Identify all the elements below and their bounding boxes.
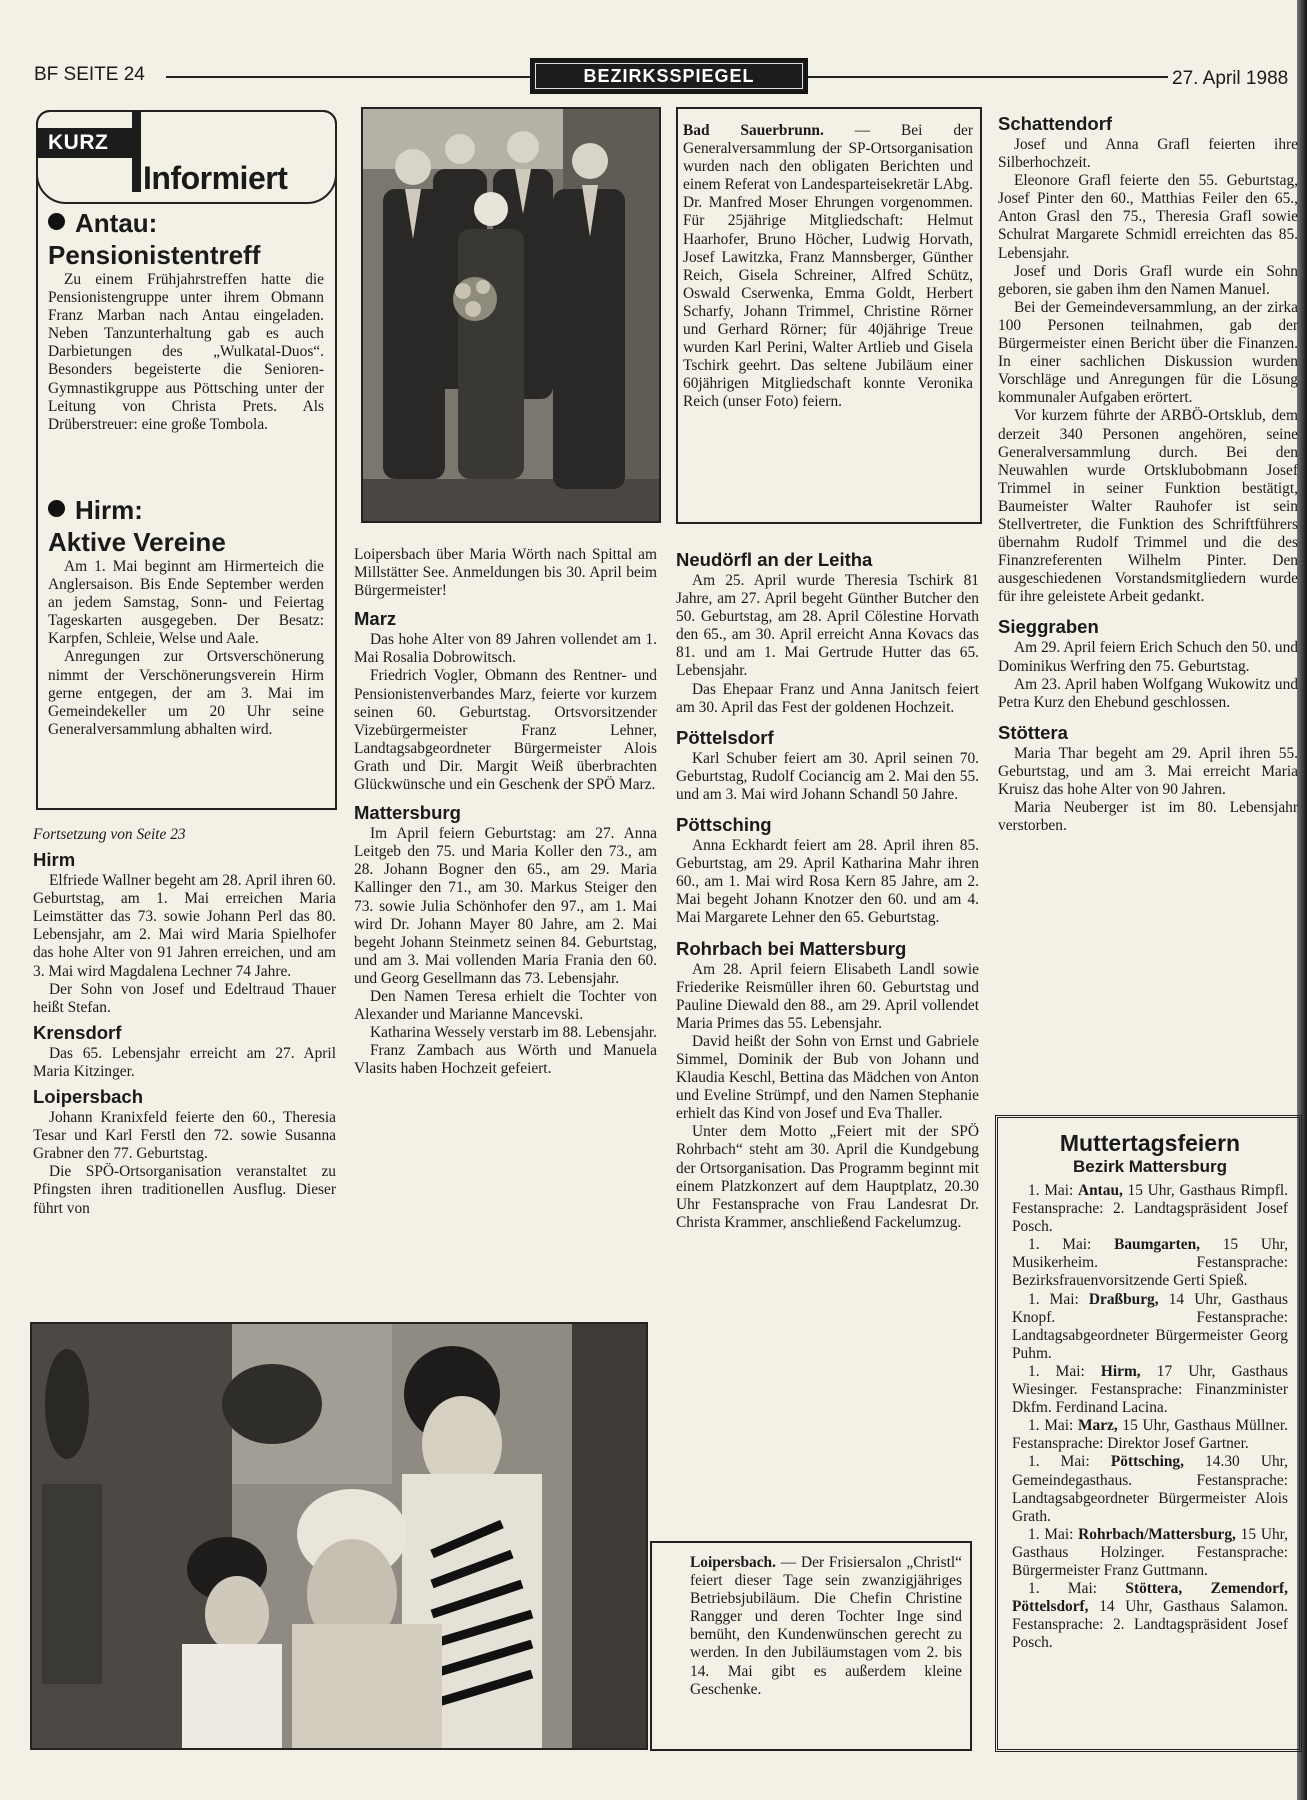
paragraph: Josef und Anna Grafl feierten ihre Silberhochzeit.	[998, 136, 1298, 172]
column-3	[676, 544, 979, 1232]
section-heading: Rohrbach bei Mattersburg	[676, 937, 907, 959]
paragraph: Maria Thar begeht am 29. April ihren 55. Geburtstag, und am 3. Mai erreicht Maria Kruisz das hohe Alter von 90 Jahren.	[998, 744, 1298, 798]
muttertag-subtitle: Bezirk Mattersburg	[1073, 1157, 1227, 1176]
event-entry: 1. Mai: Stöttera, Zemendorf, Pöttelsdorf, 14 Uhr, Gasthaus Salamon. Festansprache: 2. Landtagspräsident Josef Posch.	[1012, 1580, 1288, 1652]
paragraph: Den Namen Teresa erhielt die Tochter von Alexander und Marianne Mancevski.	[354, 987, 657, 1024]
section-heading: Sieggraben	[998, 616, 1099, 638]
event-entry: 1. Mai: Marz, 15 Uhr, Gasthaus Müllner. Festansprache: Direktor Josef Gartner.	[1012, 1417, 1289, 1453]
informiert-label: Informiert	[143, 160, 288, 196]
paragraph: Maria Neuberger ist im 80. Lebensjahr verstorben.	[998, 799, 1298, 835]
section-heading: Mattersburg	[354, 802, 461, 824]
paragraph: Franz Zambach aus Wörth und Manuela Vlasits haben Hochzeit gefeiert.	[354, 1042, 657, 1078]
paragraph: Johann Kranixfeld feierte den 60., Theresia Tesar und Karl Ferstl den 72. sowie Susanna Grabner den 77. Geburtstag.	[33, 1109, 336, 1163]
paragraph: Das 65. Lebensjahr erreicht am 27. April Maria Kitzinger.	[33, 1044, 336, 1080]
paragraph: Anna Eckhardt feiert am 28. April ihren 85. Geburtstag, am 29. April Katharina Mahr ihren 60., am 1. Mai wird Rosa Kern 85 Jahre, am 2. Mai begeht Johann Knotzer den 60. und am 4. Mai Margarete Lehner den 65. Geburtstag.	[676, 837, 979, 927]
paragraph: Das hohe Alter von 89 Jahren vollendet am 1. Mai Rosalia Dobrowitsch.	[354, 631, 657, 667]
kurz-item-antau	[48, 207, 324, 434]
bullet-icon	[48, 500, 65, 517]
paragraph: Die SPÖ-Ortsorganisation veranstaltet zu Pfingsten ihren traditionellen Ausflug. Dieser führt von	[33, 1163, 336, 1217]
muttertag-title: Muttertagsfeiern	[1059, 1130, 1241, 1156]
paragraph: Bei der Gemeindeversammlung, an der zirka 100 Personen teilnahmen, gab der Bürgermeister einen Bericht über die Finanzen. In einer sachlichen Diskussion wurden Vorschläge und Anregungen für die Lösung kommunaler Aufgaben erörtert.	[998, 298, 1298, 407]
paragraph: Der Sohn von Josef und Edeltraud Thauer heißt Stefan.	[33, 980, 336, 1016]
paragraph: David heißt der Sohn von Ernst und Gabriele Simmel, Dominik der Bub von Johann und Klaudia Keschl, Bettina das Mädchen von Anton und Eveline Strümpf, und den Namen Stephanie erhielt das Kind von Josef und Eva Thaller.	[676, 1032, 979, 1123]
paragraph: Loipersbach über Maria Wörth nach Spittal am Millstätter See. Anmeldungen bis 30. April beim Bürgermeister!	[354, 546, 657, 600]
paragraph: Josef und Doris Grafl wurde ein Sohn geboren, sie gaben ihm den Namen Manuel.	[998, 262, 1298, 298]
photo-caption	[690, 1554, 962, 1699]
column-2	[354, 546, 657, 1078]
section-heading: Loipersbach	[33, 1086, 143, 1108]
kurz-item-hirm	[48, 494, 324, 739]
caption-place: Loipersbach.	[690, 1554, 776, 1571]
caption-place: Bad Sauerbrunn.	[683, 122, 824, 139]
bullet-icon	[48, 213, 65, 230]
paragraph: Unter dem Motto „Feiert mit der SPÖ Rohrbach“ steht am 30. April die Kundgebung der Ortsorganisation. Das Programm beginnt mit einem Platzkonzert auf dem Hauptplatz, 20.30 Uhr Festansprache von Frau Landesrat Dr. Christa Krammer, anschließend Fackelumzug.	[676, 1123, 979, 1231]
muttertag-content	[1012, 1130, 1288, 1652]
continuation-note: Fortsetzung von Seite 23	[33, 826, 186, 843]
group-photo-illustration	[363, 109, 661, 523]
kurz-item-subtitle: Aktive Vereine	[48, 527, 226, 557]
section-heading: Krensdorf	[33, 1021, 122, 1043]
photo-caption	[683, 122, 973, 412]
kurz-label: KURZ	[36, 128, 136, 158]
column-1	[33, 826, 336, 1218]
kurz-item-title: Hirm:	[48, 494, 324, 526]
salon-photo	[30, 1322, 648, 1750]
event-entry: 1. Mai: Rohrbach/Mattersburg, 15 Uhr, Gasthaus Holzinger. Festansprache: Bürgermeister Franz Guttmann.	[1012, 1525, 1288, 1579]
paragraph: Karl Schuber feiert am 30. April seinen 70. Geburtstag, Rudolf Cociancig am 2. Mai den 55. und am 3. Mai wird Johann Schandl 50 Jahre.	[676, 749, 979, 803]
section-heading: Pöttsching	[676, 814, 772, 836]
kurz-item-subtitle: Pensionistentreff	[48, 240, 261, 270]
paragraph: Anregungen zur Ortsverschönerung nimmt der Verschönerungsverein Hirm gerne entgegen, der am 3. Mai im Gemeindekeller um 20 Uhr seine Generalversammlung abhalten wird.	[48, 648, 324, 738]
section-heading: Stöttera	[998, 721, 1068, 743]
issue-date: 27. April 1988	[1172, 68, 1289, 89]
paragraph: Zu einem Frühjahrstreffen hatte die Pensionistengruppe unter ihrem Obmann Franz Marban nach Antau eingeladen. Neben Tanzunterhaltung gab es auch Darbietungen des „Wulkatal-Duos“. Besonders begeisterte die Senioren-Gymnastikgruppe aus Pöttsching unter der Leitung von Christa Prets. Als Drüberstreuer: eine große Tombola.	[48, 271, 324, 433]
section-heading: Pöttelsdorf	[676, 726, 774, 748]
kurz-item-title: Antau:	[48, 207, 324, 239]
paragraph: Das Ehepaar Franz und Anna Janitsch feiert am 30. April das Fest der goldenen Hochzeit.	[676, 680, 979, 716]
paragraph: Im April feiern Geburtstag: am 27. Anna Leitgeb den 75. und Maria Koller den 73., am 28. Johann Bogner den 65., am 29. Maria Kallinger den 71., am 30. Markus Steiger den 73. sowie Julia Schönhofer den 97., am 1. Mai wird Dr. Johann Mayer 80 Jahre, am 2. Mai begeht Johann Steinmetz seinen 84. Geburtstag, und am 3. Mai vollenden Maria Frania den 60. und Georg Gesellmann das 73. Lebensjahr.	[354, 825, 657, 987]
paragraph: Am 23. April haben Wolfgang Wukowitz und Petra Kurz den Ehebund geschlossen.	[998, 675, 1298, 711]
column-4	[998, 108, 1298, 835]
event-entry: 1. Mai: Draßburg, 14 Uhr, Gasthaus Knopf. Festansprache: Landtagsabgeordneter Bürgermeister Georg Puhm.	[1012, 1290, 1288, 1362]
salon-photo-illustration	[32, 1324, 648, 1750]
section-heading: Marz	[354, 608, 397, 630]
event-entry: 1. Mai: Baumgarten, 15 Uhr, Musikerheim. Festansprache: Bezirksfrauenvorsitzende Gerti Spieß.	[1012, 1236, 1288, 1290]
paragraph: Am 28. April feiern Elisabeth Landl sowie Friederike Reismüller ihren 60. Geburtstag und Pauline Diewald den 88., am 29. April vollendet Maria Primes das 55. Lebensjahr.	[676, 960, 979, 1032]
paragraph: Vor kurzem führte der ARBÖ-Ortsklub, dem derzeit 340 Personen angehören, seine Generalversammlung durch. Bei den Neuwahlen wurde Ortsklubobmann Josef Trimmel in seiner Funktion bestätigt, Baumeister Walter Rauhofer ist sein Stellvertreter, die Funktion des Schriftführers übernahm Rudolf Trimmel und die des Finanzreferenten Wilhelm Pinter. Den ausgeschiedenen Vorstandsmitgliedern wurde für ihre geleistete Arbeit gedankt.	[998, 407, 1298, 606]
section-heading: Hirm	[33, 849, 76, 871]
section-heading: Neudörfl an der Leitha	[676, 549, 873, 570]
event-entry: 1. Mai: Pöttsching, 14.30 Uhr, Gemeindegasthaus. Festansprache: Landtagsabgeordneter Bürgermeister Alois Grath.	[1012, 1453, 1288, 1525]
section-banner	[530, 58, 808, 94]
paragraph: Am 1. Mai beginnt am Hirmerteich die Anglersaison. Bis Ende September werden an jedem Samstag, Sonn- und Feiertag Tageskarten ausgegeben. Der Besatz: Karpfen, Schleie, Welse und Aale.	[48, 558, 324, 648]
paragraph: Am 25. April wurde Theresia Tschirk 81 Jahre, am 27. April begeht Günther Butcher den 50. Geburtstag, am 28. April Cölestine Horvath den 65., am 30. April erreicht Anna Kovacs das 81. und am 1. Mai Gertrude Hutter das 65. Lebensjahr.	[676, 572, 979, 680]
paragraph: Am 29. April feiern Erich Schuch den 50. und Dominikus Werfring den 75. Geburtstag.	[998, 639, 1298, 675]
paragraph: Katharina Wessely verstarb im 88. Lebensjahr.	[370, 1024, 657, 1042]
section-title: BEZIRKSSPIEGEL	[535, 63, 803, 89]
caption-text: Loipersbach. — Der Frisiersalon „Christl“ feiert dieser Tage sein zwanzigjähriges Betriebsjubiläum. Die Chefin Christine Rangger und deren Tochter Inge sind bemüht, den Kundenwünschen gerecht zu werden. In den Jubiläumstagen vom 2. bis 14. Mai gibt es außerdem kleine Geschenke.	[690, 1554, 962, 1698]
paragraph: Elfriede Wallner begeht am 28. April ihren 60. Geburtstag, am 1. Mai erreichen Maria Leimstätter das 73. sowie Johann Perl das 80. Lebensjahr, am 2. Mai wird Maria Spielhofer das hohe Alter von 91 Jahren erreichen, und am 3. Mai wird Magdalena Lechner 74 Jahre.	[33, 872, 336, 980]
paragraph: Eleonore Grafl feierte den 55. Geburtstag, Josef Pinter den 60., Matthias Feiler den 65., Anton Grasl den 75., Theresia Grafl sowie Schulrat Margarete Schmidl erreichten das 85. Lebensjahr.	[998, 172, 1298, 262]
header-rule-left	[166, 76, 530, 78]
event-entry: 1. Mai: Antau, 15 Uhr, Gasthaus Rimpfl. Festansprache: 2. Landtagspräsident Josef Posch.	[1012, 1182, 1289, 1236]
caption-text: Bad Sauerbrunn. — Bei der Generalversammlung der SP-Ortsorganisation wurden nach den obligaten Berichten und einem Referat von Landesparteisekretär LAbg. Dr. Manfred Moser Ehrungen vorgenommen. Für 25jährige Mitgliedschaft: Helmut Haarhofer, Bruno Höcher, Ludwig Horvath, Josef Lawitzka, Franz Mannsberger, Günther Reich, Gisela Schreiner, Alfred Schütz, Oswald Cserwenka, Emma Goldt, Herbert Scharfy, Johann Trimmel, Christine Rörner und Gerhard Rörner; für 40jährige Treue wurden Karl Perini, Walter Artlieb und Gisela Tschirk geehrt. Das seltene Jubiläum einer 60jährigen Mitgliedschaft konnte Veronika Reich (unser Foto) feiern.	[683, 122, 973, 411]
section-heading: Schattendorf	[998, 113, 1113, 134]
page-number: BF SEITE 24	[34, 64, 145, 85]
group-photo	[361, 107, 661, 523]
event-entry: 1. Mai: Hirm, 17 Uhr, Gasthaus Wiesinger. Festansprache: Finanzminister Dkfm. Ferdinand Lacina.	[1012, 1362, 1288, 1417]
header-rule-right	[808, 76, 1168, 78]
paragraph: Friedrich Vogler, Obmann des Rentner- und Pensionistenverbandes Marz, feierte vor kurzem seinen 60. Geburtstag. Ortsvorsitzender Vizebürgermeister Franz Lehner, Landtagsabgeordneter Bürgermeister Alois Grath und Dir. Margit Weiß überbrachten Glückwünsche und ein Geschenk der SPÖ Marz.	[354, 667, 657, 794]
